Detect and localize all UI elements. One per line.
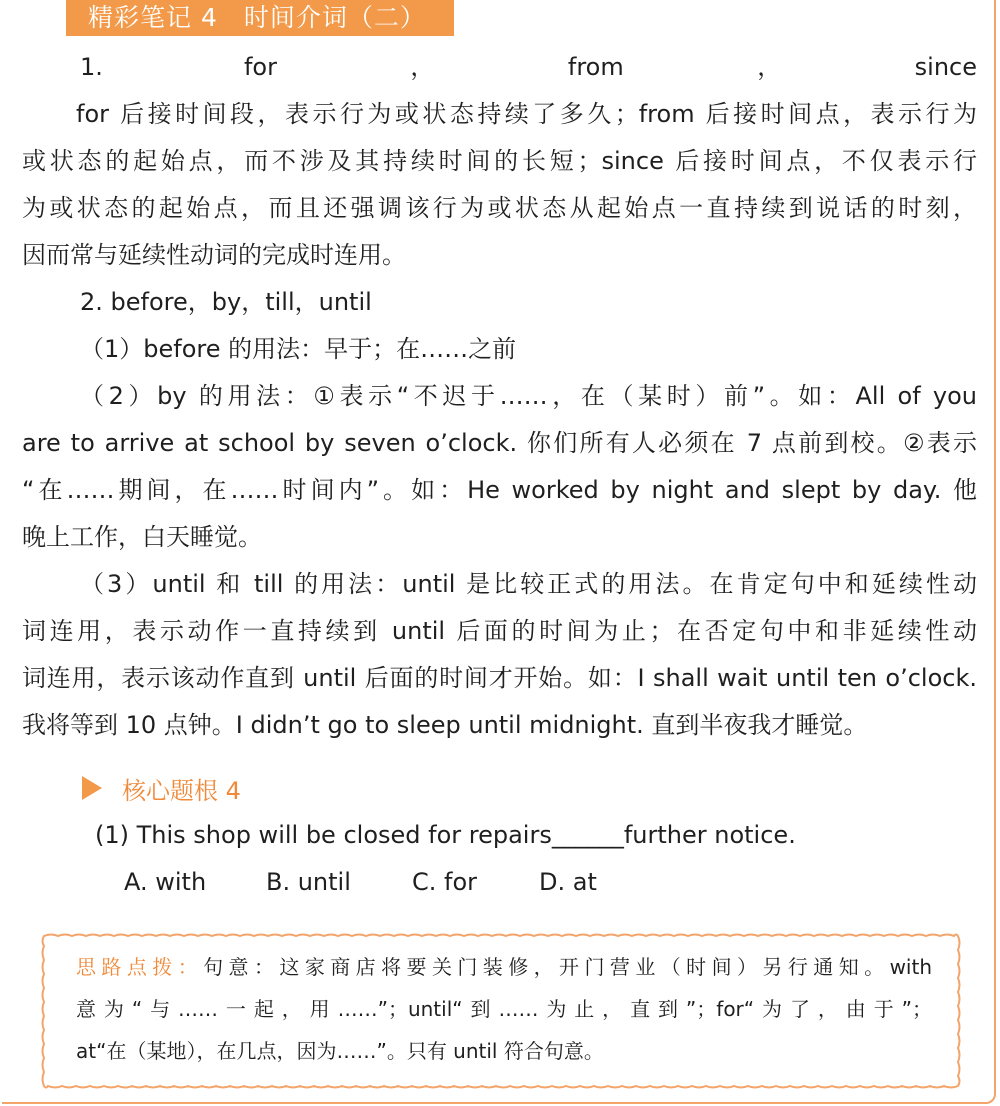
hint-line-3: at“在（某地），在几点，因为……”。只有 until 符合句意。 bbox=[76, 1039, 604, 1063]
hint-label: 思路点拨： bbox=[76, 955, 204, 979]
s2-item-3-line-1: （3）until 和 till 的用法：until 是比较正式的用法。在肯定句中和延续性动 bbox=[80, 570, 977, 598]
hint-box bbox=[40, 932, 962, 1090]
core-question-header bbox=[82, 770, 241, 806]
s1-heading: 1. for，from，since bbox=[80, 53, 977, 81]
s2-item-2-line-1: （2）by 的用法：①表示“不迟于……，在（某时）前”。如：All of you bbox=[80, 382, 977, 410]
s1-line-3: 为或状态的起始点，而且还强调该行为或状态从起始点一直持续到说话的时刻， bbox=[22, 194, 977, 222]
s2-item-3-line-3: 词连用，表示该动作直到 until 后面的时间才开始。如：I shall wait until ten o’clock. bbox=[22, 664, 977, 692]
s2-item-3-line-2: 词连用，表示动作一直持续到 until 后面的时间为止；在否定句中和非延续性动 bbox=[22, 617, 977, 645]
s2-item-3-line-4: 我将等到 10 点钟。I didn’t go to sleep until midnight. 直到半夜我才睡觉。 bbox=[22, 711, 868, 739]
s2-item-2-line-2: are to arrive at school by seven o’clock. 你们所有人必须在 7 点前到校。②表示 bbox=[22, 429, 977, 457]
section-title-bar: 精彩笔记 4 时间介词（二） bbox=[66, 0, 454, 36]
s2-item-1: （1）before 的用法：早于；在……之前 bbox=[80, 335, 517, 363]
option-c: C. for bbox=[412, 868, 478, 896]
hint-line-1 bbox=[76, 946, 932, 988]
option-d: D. at bbox=[539, 868, 597, 896]
s2-item-2-line-4: 晚上工作，白天睡觉。 bbox=[22, 523, 262, 551]
hint-line-1-text: 句意：这家商店将要关门装修，开门营业（时间）另行通知。with bbox=[203, 955, 932, 979]
option-b: B. until bbox=[266, 868, 351, 896]
s1-line-1: for 后接时间段，表示行为或状态持续了多久；from 后接时间点，表示行为 bbox=[76, 100, 977, 128]
core-question-title: 核心题根 4 bbox=[122, 776, 241, 805]
s2-item-2-line-3: “在……期间，在……时间内”。如：He worked by night and slept by day. 他 bbox=[22, 476, 977, 504]
triangle-bullet-icon bbox=[82, 776, 102, 800]
s1-line-4: 因而常与延续性动词的完成时连用。 bbox=[22, 241, 406, 269]
question-text: (1) This shop will be closed for repairs______further notice. bbox=[95, 821, 796, 849]
s1-line-2: 或状态的起始点，而不涉及其持续时间的长短；since 后接时间点，不仅表示行 bbox=[22, 147, 977, 175]
option-a: A. with bbox=[124, 868, 207, 896]
hint-line-2: 意为“与……一起，用……”；until“到……为止，直到”；for“为了，由于”； bbox=[76, 997, 932, 1021]
s2-heading: 2. before，by，till，until bbox=[80, 288, 372, 316]
